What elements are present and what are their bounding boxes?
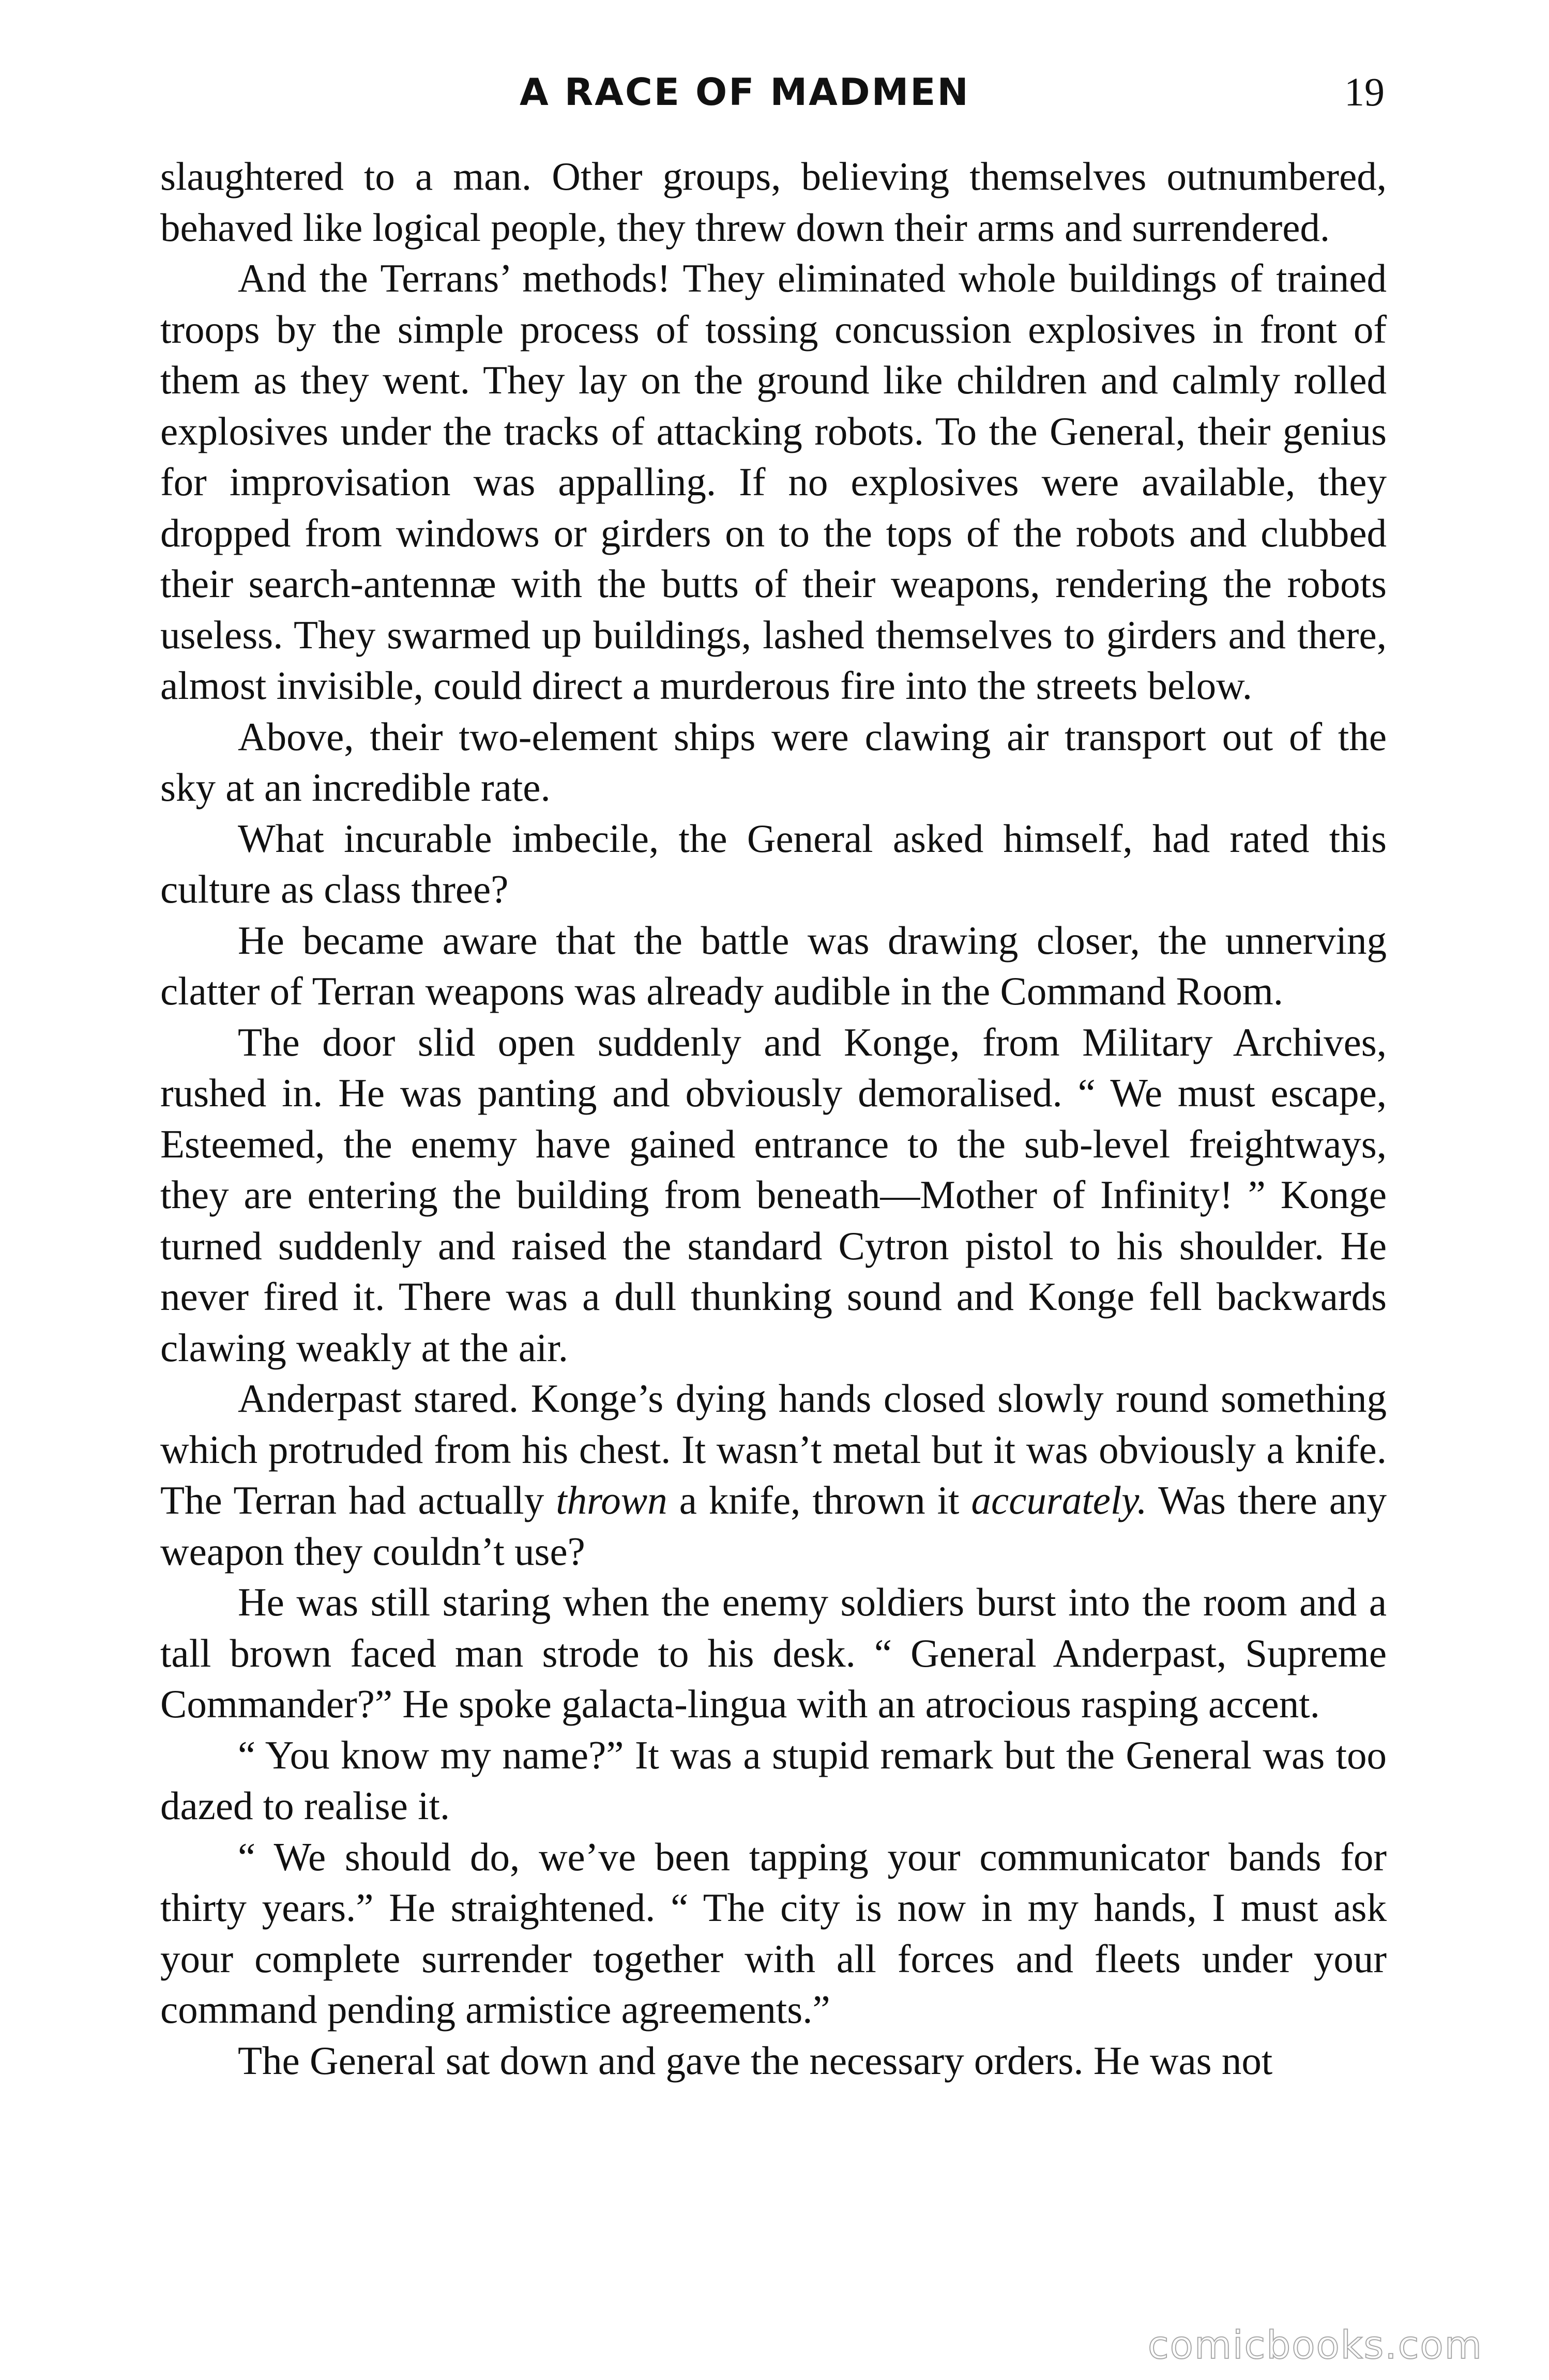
italic-run: accurately. bbox=[971, 1478, 1147, 1522]
text-run: “ You know my name?” It was a stupid remark but the General was too dazed to realise it. bbox=[160, 1732, 1387, 1828]
text-run: The door slid open suddenly and Konge, from Military Archives, rushed in. He was panting and obviously demoralised. “ We must escape, Esteemed, the enemy have gained entrance to the sub-level freightways, they are entering the building from beneath—Mother of Infinity! ” Konge turned suddenly and raised the standard Cytron pistol to his shoulder. He never fired it. There was a dull thunking sound and Konge fell backwards clawing weakly at the air. bbox=[160, 1019, 1387, 1370]
text-run: And the Terrans’ methods! They eliminated whole buildings of trained troops by the simple process of tossing concussion explosives in front of them as they went. They lay on the ground like children and calmly rolled explosives under the tracks of attacking robots. To the General, their genius for improvisation was appalling. If no explosives were available, they dropped from windows or girders on to the tops of the robots and clubbed their search-antennæ with the butts of their weapons, rendering the robots useless. They swarmed up buildings, lashed themselves to girders and there, almost invisible, could direct a murderous fire into the streets below. bbox=[160, 256, 1387, 708]
text-run: Was there any weapon they couldn’t use? bbox=[160, 1478, 1387, 1574]
text-run: Above, their two-element ships were clawing air transport out of the sky at an incredible rate. bbox=[160, 714, 1387, 810]
paragraph bbox=[160, 253, 1387, 711]
italic-run: thrown bbox=[556, 1478, 667, 1522]
paragraph bbox=[160, 1730, 1387, 1832]
body-text bbox=[160, 151, 1387, 2086]
text-run: He became aware that the battle was drawing closer, the unnerving clatter of Terran weapons was already audible in the Command Room. bbox=[160, 918, 1387, 1013]
text-run: He was still staring when the enemy soldiers burst into the room and a tall brown faced man strode to his desk. “ General Anderpast, Supreme Commander?” He spoke galacta-lingua with an atrocious rasping accent. bbox=[160, 1580, 1387, 1726]
watermark: comicbooks.com bbox=[1148, 2323, 1483, 2368]
paragraph bbox=[160, 1373, 1387, 1577]
paragraph bbox=[160, 813, 1387, 915]
page-number: 19 bbox=[1344, 69, 1385, 114]
text-run: Anderpast stared. Konge’s dying hands closed slowly round something which protruded from his chest. It wasn’t metal but it was obviously a knife. The Terran had actually bbox=[160, 1376, 1387, 1522]
text-run: slaughtered to a man. Other groups, believing themselves outnumbered, behaved like logical people, they threw down their arms and surrendered. bbox=[160, 154, 1387, 250]
paragraph bbox=[160, 1832, 1387, 2035]
text-run: “ We should do, we’ve been tapping your communicator bands for thirty years.” He straightened. “ The city is now in my hands, I must ask your complete surrender together with all forces and fleets under your command pending armistice agreements.” bbox=[160, 1834, 1387, 2032]
paragraph bbox=[160, 151, 1387, 253]
paragraph bbox=[160, 711, 1387, 813]
paragraph bbox=[160, 1017, 1387, 1374]
text-run: What incurable imbecile, the General asked himself, had rated this culture as class three? bbox=[160, 816, 1387, 911]
paragraph bbox=[160, 2035, 1387, 2086]
paragraph bbox=[160, 1577, 1387, 1730]
text-run: The General sat down and gave the necessary orders. He was not bbox=[238, 2038, 1273, 2083]
text-run: a knife, thrown it bbox=[667, 1478, 971, 1522]
running-title: A RACE OF MADMEN bbox=[520, 70, 970, 114]
paragraph bbox=[160, 915, 1387, 1017]
